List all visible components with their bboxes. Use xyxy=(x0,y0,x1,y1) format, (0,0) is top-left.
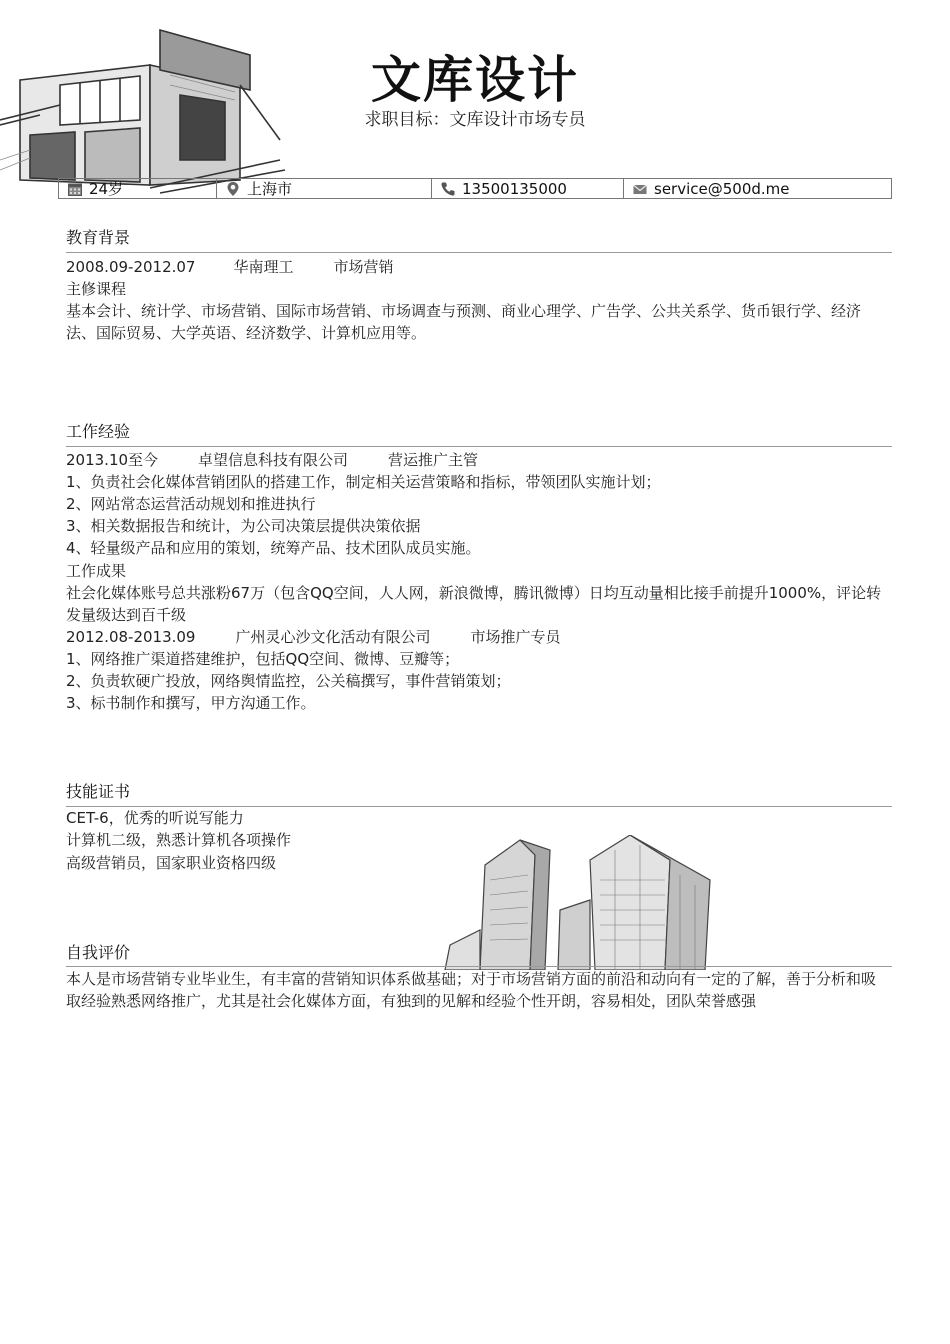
job-duty: 4、轻量级产品和应用的策划，统筹产品、技术团队成员实施。 xyxy=(66,539,481,557)
job-company: 广州灵心沙文化活动有限公司 xyxy=(235,628,431,646)
skill-item: 计算机二级，熟悉计算机各项操作 xyxy=(66,831,292,849)
location-pin-icon xyxy=(225,181,241,197)
self-evaluation-text: 本人是市场营销专业毕业生，有丰富的营销知识体系做基础；对于市场营销方面的前沿和动向有一定的了解，善于分析和吸取经验熟悉网络推广，尤其是社会化媒体方面，有独到的见解和经验个性开朗，容易相处，团队荣誉感强 xyxy=(66,970,877,1010)
work-divider xyxy=(66,446,892,447)
phone-cell xyxy=(432,179,624,198)
email-cell xyxy=(624,179,891,198)
education-divider xyxy=(66,252,892,253)
phone-icon xyxy=(440,181,456,197)
job-duty: 2、负责软硬广投放，网络舆情监控，公关稿撰写，事件营销策划； xyxy=(66,672,511,690)
job-period: 2013.10至今 xyxy=(66,451,159,469)
job-duty: 2、网站常态运营活动规划和推进执行 xyxy=(66,495,316,513)
courses-text: 基本会计、统计学、市场营销、国际市场营销、市场调查与预测、商业心理学、广告学、公共关系学、货币银行学、经济法、国际贸易、大学英语、经济数学、计算机应用等。 xyxy=(66,302,862,342)
phone-value: 13500135000 xyxy=(462,179,567,198)
city-value: 上海市 xyxy=(247,180,293,198)
candidate-name: 文库设计 xyxy=(371,51,579,109)
city-cell xyxy=(217,179,432,198)
skill-item: 高级营销员，国家职业资格四级 xyxy=(66,854,277,872)
job-objective: 求职目标：文库设计市场专员 xyxy=(364,110,586,130)
job-duty: 3、相关数据报告和统计，为公司决策层提供决策依据 xyxy=(66,517,421,535)
job-period: 2012.08-2013.09 xyxy=(66,628,196,646)
education-school: 华南理工 xyxy=(233,258,294,276)
job-position: 市场推广专员 xyxy=(470,628,561,646)
education-major: 市场营销 xyxy=(333,258,394,276)
self-divider xyxy=(66,966,892,967)
education-period: 2008.09-2012.07 xyxy=(66,258,196,276)
skill-item: CET-6，优秀的听说写能力 xyxy=(66,809,244,827)
mail-icon xyxy=(632,181,648,197)
job-row-1 xyxy=(66,449,886,471)
age-value: 24岁 xyxy=(89,180,124,198)
results-text: 社会化媒体账号总共涨粉67万（包含QQ空间，人人网，新浪微博，腾讯微博）日均互动量相比接手前提升1000%，评论转发量级达到百千级 xyxy=(66,584,882,624)
job-duty: 3、标书制作和撰写，甲方沟通工作。 xyxy=(66,694,316,712)
results-label: 工作成果 xyxy=(66,562,127,580)
job-row-2 xyxy=(66,626,886,648)
education-section-title: 教育背景 xyxy=(66,228,131,247)
age-cell xyxy=(59,179,217,198)
self-section-title: 自我评价 xyxy=(66,943,131,962)
job-duty: 1、网络推广渠道搭建维护，包括QQ空间、微博、豆瓣等； xyxy=(66,650,460,668)
job-duty: 1、负责社会化媒体营销团队的搭建工作，制定相关运营策略和指标，带领团队实施计划； xyxy=(66,473,661,491)
email-value: service@500d.me xyxy=(654,179,790,198)
courses-label: 主修课程 xyxy=(66,280,127,298)
education-row xyxy=(66,256,886,278)
skills-section-title: 技能证书 xyxy=(66,782,131,801)
job-position: 营运推广主管 xyxy=(388,451,479,469)
job-company: 卓望信息科技有限公司 xyxy=(198,451,349,469)
calendar-icon xyxy=(67,181,83,197)
work-section-title: 工作经验 xyxy=(66,422,131,441)
contact-info-bar xyxy=(58,178,892,199)
